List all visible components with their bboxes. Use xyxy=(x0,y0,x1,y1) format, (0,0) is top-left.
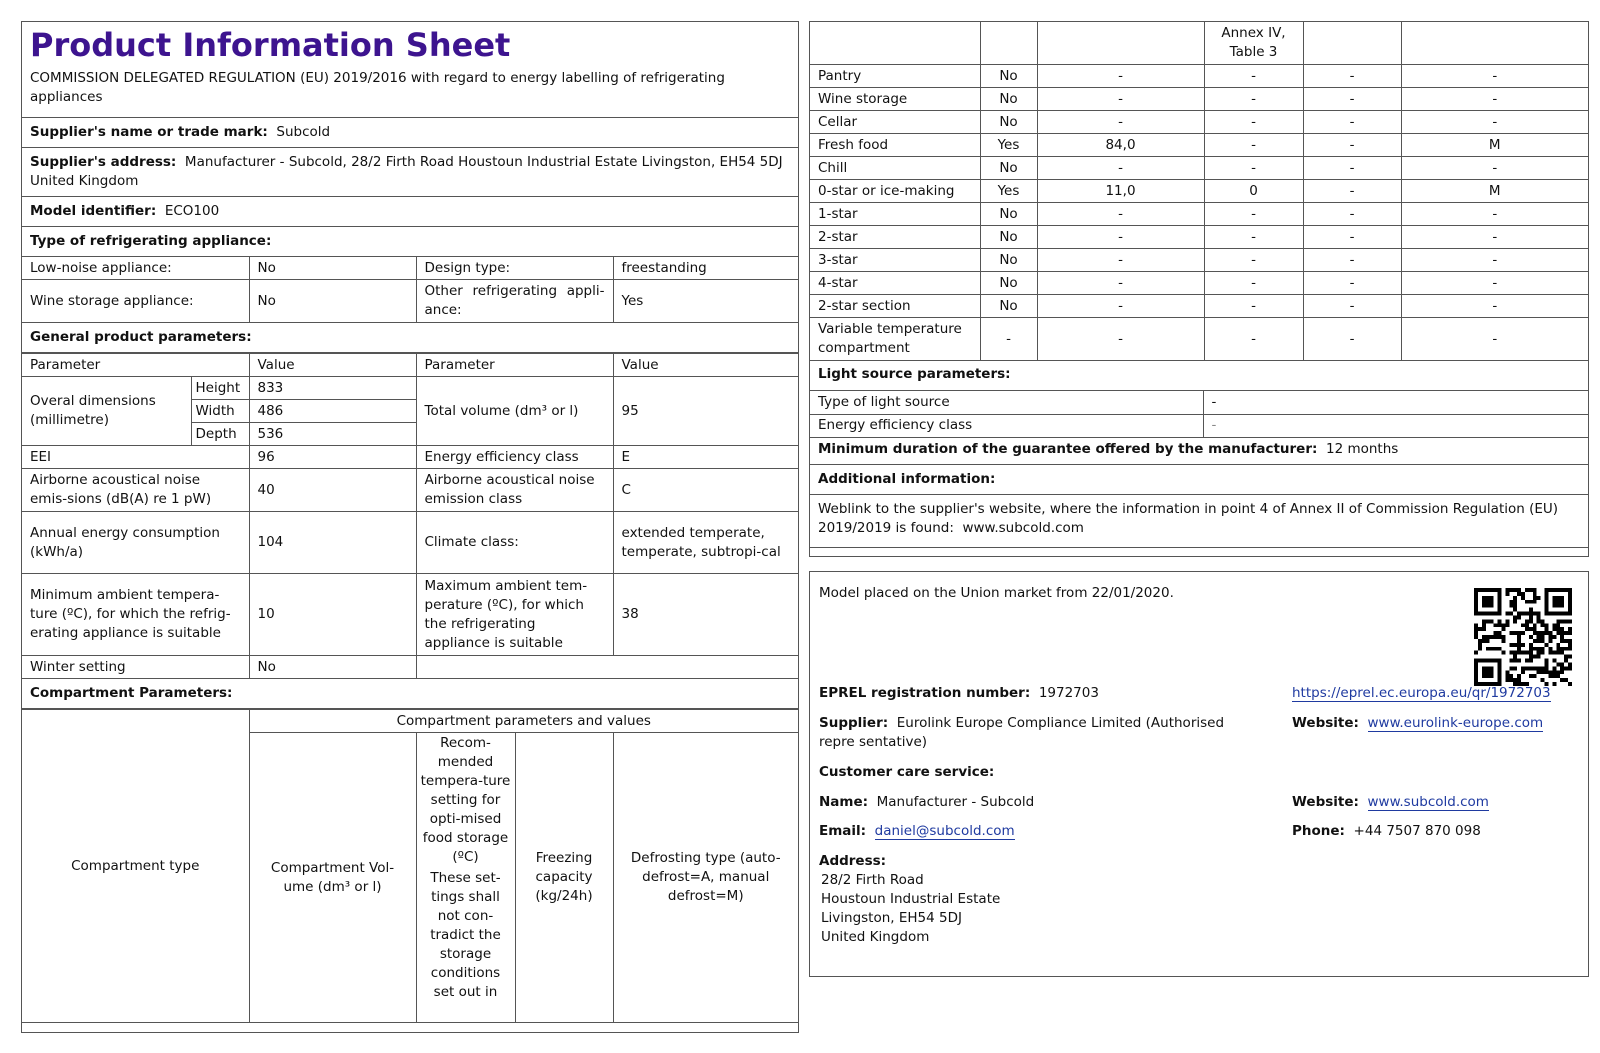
compartment-row xyxy=(810,134,1588,157)
noise-label: Airborne acoustical noise emis-sions (dB(A) re 1 pW) xyxy=(22,469,249,512)
care-website-link[interactable]: www.subcold.com xyxy=(1367,794,1489,810)
param-header-2: Parameter xyxy=(416,354,613,377)
eei-value: 96 xyxy=(249,446,416,469)
compartment-defrost: - xyxy=(1401,318,1588,361)
compartment-temp: - xyxy=(1204,134,1303,157)
care-address xyxy=(819,852,1579,947)
param-header: Parameter xyxy=(22,354,249,377)
weblink-value: www.subcold.com xyxy=(962,519,1084,536)
supplier-address-label: Supplier's address: xyxy=(30,154,177,170)
page-title: Product Information Sheet xyxy=(30,26,511,64)
compartment-heading: Compartment Parameters: xyxy=(22,679,798,709)
care-address-label: Address: xyxy=(819,853,887,869)
supplier-address-value: Manufacturer - Subcold, 28/2 Firth Road Houstoun Industrial Estate Livingston, EH54 5DJ United Kingdom xyxy=(30,154,783,189)
compartment-volume: - xyxy=(1037,65,1204,88)
compartment-volume: 11,0 xyxy=(1037,180,1204,203)
compartment-freezing: - xyxy=(1303,295,1401,318)
max-temp-label: Maximum ambient tem-perature (ºC), for which the refrigerating appliance is suitable xyxy=(416,574,613,656)
address-line: 28/2 Firth Road xyxy=(821,872,924,888)
box-supplier-label: Supplier: xyxy=(819,715,889,731)
compartment-temp: - xyxy=(1204,272,1303,295)
compartment-volume: 84,0 xyxy=(1037,134,1204,157)
general-table xyxy=(22,353,798,709)
compartment-row xyxy=(810,180,1588,203)
recommended-temp-note: These set-tings shall not con-tradict the storage conditions set out in xyxy=(430,870,501,1000)
light-class-label: Energy efficiency class xyxy=(810,414,1203,437)
annex-empty-2 xyxy=(980,22,1037,65)
defrost-type-header: Defrosting type (auto-defrost=A, manual defrost=M) xyxy=(613,733,798,1023)
right-panel xyxy=(809,21,1589,557)
compartment-name: 2-star xyxy=(810,226,980,249)
compartment-row xyxy=(810,203,1588,226)
compartment-freezing: - xyxy=(1303,180,1401,203)
address-line: United Kingdom xyxy=(821,929,930,945)
compartment-name: Pantry xyxy=(810,65,980,88)
model-identifier-row xyxy=(22,197,798,227)
compartment-freezing: - xyxy=(1303,249,1401,272)
compartment-name: Cellar xyxy=(810,111,980,134)
compartment-temp: - xyxy=(1204,249,1303,272)
supplier-website-link[interactable]: www.eurolink-europe.com xyxy=(1367,715,1544,731)
compartment-present: No xyxy=(980,111,1037,134)
compartment-defrost: M xyxy=(1401,134,1588,157)
compartment-row xyxy=(810,65,1588,88)
light-table xyxy=(810,391,1588,438)
compartment-table xyxy=(810,21,1588,361)
compartment-row xyxy=(810,249,1588,272)
type-heading: Type of refrigerating appliance: xyxy=(30,233,272,249)
compartment-row xyxy=(810,295,1588,318)
climate-class-value: extended temperate, temperate, subtropi-cal xyxy=(613,512,798,574)
annex-empty-3 xyxy=(1037,22,1204,65)
compartment-name: Chill xyxy=(810,157,980,180)
compartment-temp: - xyxy=(1204,157,1303,180)
light-type-value: - xyxy=(1203,391,1588,414)
compartment-freezing: - xyxy=(1303,203,1401,226)
other-appliance-label: Other refrigerating appli-ance: xyxy=(416,280,613,323)
care-email-link[interactable]: daniel@subcold.com xyxy=(874,823,1015,839)
noise-class-label: Airborne acoustical noise emission class xyxy=(416,469,613,512)
height-label: Height xyxy=(191,377,249,400)
empty-cell xyxy=(416,656,798,679)
design-type-value: freestanding xyxy=(613,257,798,280)
care-heading: Customer care service: xyxy=(819,764,995,780)
compartment-freezing: - xyxy=(1303,65,1401,88)
compartment-row xyxy=(810,226,1588,249)
annex-reference: Annex IV, Table 3 xyxy=(1204,22,1303,65)
wine-storage-value: No xyxy=(249,280,416,323)
supplier-row xyxy=(819,714,1579,752)
light-type-label: Type of light source xyxy=(810,391,1203,414)
light-class-value: - xyxy=(1203,414,1588,437)
compartment-freezing: - xyxy=(1303,226,1401,249)
noise-value: 40 xyxy=(249,469,416,512)
height-value: 833 xyxy=(249,377,416,400)
compartment-header-table xyxy=(22,709,798,1023)
depth-label: Depth xyxy=(191,423,249,446)
compartment-temp: - xyxy=(1204,111,1303,134)
compartment-present: No xyxy=(980,65,1037,88)
width-label: Width xyxy=(191,400,249,423)
guarantee-label: Minimum duration of the guarantee offered by the manufacturer: xyxy=(818,440,1318,457)
compartment-row xyxy=(810,318,1588,361)
type-table xyxy=(22,256,798,353)
compartment-row xyxy=(810,88,1588,111)
care-name-value: Manufacturer - Subcold xyxy=(876,794,1035,810)
compartment-temp: - xyxy=(1204,295,1303,318)
supplier-name-row xyxy=(22,118,798,148)
compartment-defrost: - xyxy=(1401,88,1588,111)
compartment-type-header: Compartment type xyxy=(22,710,249,1023)
compartment-temp: 0 xyxy=(1204,180,1303,203)
left-panel xyxy=(21,21,799,1033)
care-email-label: Email: xyxy=(819,823,867,839)
energy-class-label: Energy efficiency class xyxy=(416,446,613,469)
compartment-group-header: Compartment parameters and values xyxy=(249,710,798,733)
width-value: 486 xyxy=(249,400,416,423)
care-phone-value: +44 7507 870 098 xyxy=(1353,823,1481,839)
title-block xyxy=(22,22,798,118)
compartment-defrost: - xyxy=(1401,272,1588,295)
compartment-defrost: - xyxy=(1401,249,1588,272)
wine-storage-label: Wine storage appliance: xyxy=(22,280,249,323)
address-line: Livingston, EH54 5DJ xyxy=(821,910,962,926)
light-heading: Light source parameters: xyxy=(810,361,1588,391)
compartment-freezing: - xyxy=(1303,111,1401,134)
low-noise-value: No xyxy=(249,257,416,280)
compartment-freezing: - xyxy=(1303,134,1401,157)
compartment-volume: - xyxy=(1037,88,1204,111)
min-temp-label: Minimum ambient tempera-ture (ºC), for which the refrig-erating appliance is suitable xyxy=(22,574,249,656)
address-line: Houstoun Industrial Estate xyxy=(821,891,1001,907)
winter-setting-value: No xyxy=(249,656,416,679)
compartment-temp: - xyxy=(1204,318,1303,361)
compartment-volume: - xyxy=(1037,203,1204,226)
compartment-present: No xyxy=(980,88,1037,111)
compartment-present: Yes xyxy=(980,134,1037,157)
compartment-defrost: - xyxy=(1401,295,1588,318)
supplier-name-value: Subcold xyxy=(276,124,331,140)
recommended-temp-header xyxy=(416,733,515,1023)
compartment-defrost: - xyxy=(1401,226,1588,249)
regulation-text: COMMISSION DELEGATED REGULATION (EU) 2019/2016 with regard to energy labelling of refrigerating appliances xyxy=(30,70,725,105)
compartment-name: 1-star xyxy=(810,203,980,226)
compartment-row xyxy=(810,157,1588,180)
compartment-temp: - xyxy=(1204,226,1303,249)
care-name-label: Name: xyxy=(819,794,869,810)
supplier-address-row xyxy=(22,148,798,197)
care-email-row xyxy=(819,822,1579,841)
supplier-website-label: Website: xyxy=(1292,715,1359,731)
compartment-name: Wine storage xyxy=(810,88,980,111)
qr-code-icon xyxy=(1474,588,1572,686)
min-temp-value: 10 xyxy=(249,574,416,656)
general-heading: General product parameters: xyxy=(22,323,798,353)
climate-class-label: Climate class: xyxy=(416,512,613,574)
freezing-capacity-header: Freezing capacity (kg/24h) xyxy=(515,733,613,1023)
compartment-temp: - xyxy=(1204,203,1303,226)
energy-class-value: E xyxy=(613,446,798,469)
eei-label: EEI xyxy=(22,446,249,469)
care-phone-label: Phone: xyxy=(1292,823,1345,839)
weblink-row xyxy=(810,495,1588,548)
compartment-defrost: - xyxy=(1401,65,1588,88)
compartment-volume: - xyxy=(1037,226,1204,249)
supplier-name-label: Supplier's name or trade mark: xyxy=(30,124,268,140)
compartment-defrost: - xyxy=(1401,203,1588,226)
compartment-temp: - xyxy=(1204,65,1303,88)
compartment-defrost: - xyxy=(1401,111,1588,134)
compartment-name: Variable temperature compartment xyxy=(810,318,980,361)
care-name-row xyxy=(819,793,1579,812)
compartment-present: No xyxy=(980,226,1037,249)
care-website-label: Website: xyxy=(1292,794,1359,810)
compartment-volume: - xyxy=(1037,111,1204,134)
compartment-present: No xyxy=(980,249,1037,272)
eprel-link[interactable]: https://eprel.ec.europa.eu/qr/1972703 xyxy=(1292,685,1551,701)
compartment-volume: - xyxy=(1037,249,1204,272)
annual-energy-label: Annual energy consumption (kWh/a) xyxy=(22,512,249,574)
compartment-defrost: - xyxy=(1401,157,1588,180)
max-temp-value: 38 xyxy=(613,574,798,656)
compartment-volume: - xyxy=(1037,272,1204,295)
annex-empty-1 xyxy=(810,22,980,65)
dimensions-label: Overal dimensions (millimetre) xyxy=(22,377,191,446)
compartment-volume: - xyxy=(1037,295,1204,318)
annex-empty-5 xyxy=(1401,22,1588,65)
compartment-present: No xyxy=(980,203,1037,226)
market-date-text: Model placed on the Union market from 22/01/2020. xyxy=(819,585,1174,601)
compartment-volume-header: Compartment Vol-ume (dm³ or l) xyxy=(249,733,416,1023)
depth-value: 536 xyxy=(249,423,416,446)
compartment-row xyxy=(810,111,1588,134)
compartment-freezing: - xyxy=(1303,318,1401,361)
compartment-freezing: - xyxy=(1303,272,1401,295)
recommended-temp-text: Recom-mended tempera-ture setting for opti-mised food storage (ºC) xyxy=(420,735,511,865)
design-type-label: Design type: xyxy=(416,257,613,280)
eprel-value: 1972703 xyxy=(1038,685,1099,701)
compartment-freezing: - xyxy=(1303,88,1401,111)
compartment-present: - xyxy=(980,318,1037,361)
box-supplier-value: Eurolink Europe Compliance Limited (Authorised repre sentative) xyxy=(819,715,1225,750)
compartment-row xyxy=(810,272,1588,295)
value-header: Value xyxy=(249,354,416,377)
weblink-text: Weblink to the supplier's website, where the information in point 4 of Annex II of Commission Regulation (EU) 2019/2019 is found: xyxy=(818,500,1559,536)
compartment-temp: - xyxy=(1204,88,1303,111)
value-header-2: Value xyxy=(613,354,798,377)
compartment-present: No xyxy=(980,272,1037,295)
compartment-present: No xyxy=(980,157,1037,180)
compartment-volume: - xyxy=(1037,318,1204,361)
compartment-name: 3-star xyxy=(810,249,980,272)
model-identifier-label: Model identifier: xyxy=(30,203,157,219)
compartment-name: Fresh food xyxy=(810,134,980,157)
eprel-row xyxy=(819,684,1579,703)
total-volume-value: 95 xyxy=(613,377,798,446)
annex-empty-4 xyxy=(1303,22,1401,65)
eprel-box xyxy=(809,571,1589,977)
low-noise-label: Low-noise appliance: xyxy=(22,257,249,280)
guarantee-row xyxy=(810,438,1588,465)
additional-heading: Additional information: xyxy=(810,465,1588,495)
noise-class-value: C xyxy=(613,469,798,512)
compartment-name: 2-star section xyxy=(810,295,980,318)
compartment-volume: - xyxy=(1037,157,1204,180)
compartment-name: 4-star xyxy=(810,272,980,295)
compartment-name: 0-star or ice-making xyxy=(810,180,980,203)
model-identifier-value: ECO100 xyxy=(164,203,220,219)
compartment-defrost: M xyxy=(1401,180,1588,203)
winter-setting-label: Winter setting xyxy=(22,656,249,679)
annual-energy-value: 104 xyxy=(249,512,416,574)
compartment-freezing: - xyxy=(1303,157,1401,180)
total-volume-label: Total volume (dm³ or l) xyxy=(416,377,613,446)
compartment-present: No xyxy=(980,295,1037,318)
compartment-present: Yes xyxy=(980,180,1037,203)
other-appliance-value: Yes xyxy=(613,280,798,323)
eprel-label: EPREL registration number: xyxy=(819,685,1031,701)
guarantee-value: 12 months xyxy=(1326,440,1399,457)
